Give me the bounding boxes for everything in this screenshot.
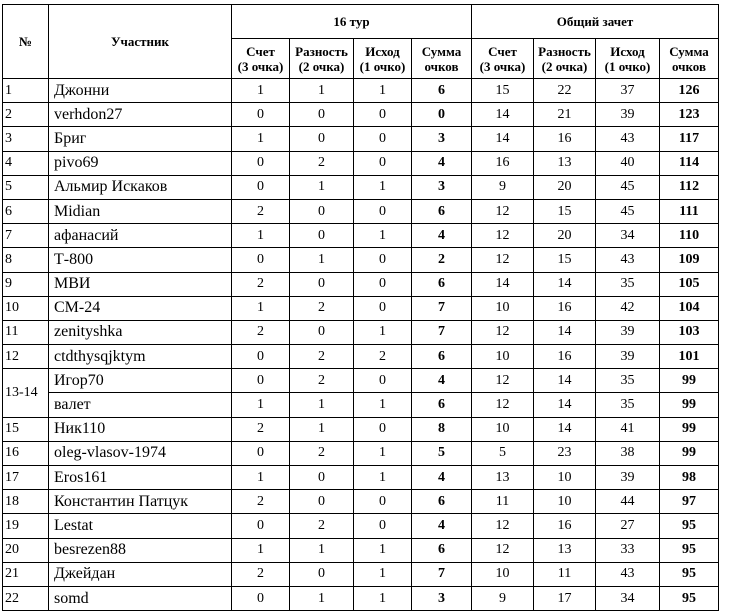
overall-value-cell: 16 [534,127,596,151]
overall-value-cell: 40 [596,151,660,175]
overall-value-cell: 12 [472,224,534,248]
participant-name: Т-800 [49,248,232,272]
round-sum-cell: 6 [412,199,472,223]
overall-value-cell: 12 [472,248,534,272]
overall-value-cell: 14 [472,127,534,151]
overall-value-cell: 45 [596,199,660,223]
header-round-col-1 [290,39,354,79]
overall-value-cell: 20 [534,175,596,199]
overall-sum-cell: 109 [660,248,719,272]
round-value-cell: 1 [232,538,290,562]
overall-value-cell: 14 [534,417,596,441]
participant-name: Джейдан [49,562,232,586]
round-value-cell: 0 [290,320,354,344]
table-row [3,103,719,127]
overall-sum-cell: 101 [660,345,719,369]
table-row [3,272,719,296]
rank-cell: 7 [3,224,49,248]
overall-value-cell: 15 [534,248,596,272]
header-overall-col-2 [596,39,660,79]
overall-value-cell: 34 [596,586,660,610]
rank-cell: 9 [3,272,49,296]
overall-sum-cell: 95 [660,538,719,562]
table-row [3,345,719,369]
overall-value-cell: 43 [596,562,660,586]
rank-cell: 12 [3,345,49,369]
round-value-cell: 1 [290,175,354,199]
table-row [3,393,719,417]
overall-sum-cell: 103 [660,320,719,344]
header-round-col-2-line: Исход [365,43,400,59]
round-value-cell: 1 [232,466,290,490]
participant-name: Midian [49,199,232,223]
overall-sum-cell: 95 [660,562,719,586]
round-sum-cell: 0 [412,103,472,127]
header-round-col-3 [412,39,472,79]
overall-sum-cell: 110 [660,224,719,248]
table-row [3,224,719,248]
header-round-col-2-line: (1 очко) [359,58,406,74]
participant-name: МВИ [49,272,232,296]
table-row [3,79,719,103]
rank-cell: 6 [3,199,49,223]
overall-value-cell: 10 [472,417,534,441]
overall-value-cell: 21 [534,103,596,127]
round-sum-cell: 4 [412,514,472,538]
overall-sum-cell: 99 [660,441,719,465]
round-value-cell: 0 [290,490,354,514]
round-value-cell: 2 [232,272,290,296]
header-overall-col-1-line: Разность [538,43,591,59]
overall-value-cell: 39 [596,320,660,344]
header-overall-col-1-line: (2 очка) [541,58,588,74]
overall-sum-cell: 126 [660,79,719,103]
table-row [3,586,719,610]
overall-value-cell: 12 [472,393,534,417]
round-sum-cell: 6 [412,393,472,417]
table-row [3,369,719,393]
round-value-cell: 1 [354,79,412,103]
overall-sum-cell: 104 [660,296,719,320]
participant-name: ctdthysqjktym [49,345,232,369]
round-value-cell: 0 [232,175,290,199]
participant-name: СМ-24 [49,296,232,320]
table-row [3,466,719,490]
round-value-cell: 1 [290,538,354,562]
table-row [3,175,719,199]
overall-sum-cell: 95 [660,514,719,538]
participant-name: Lestat [49,514,232,538]
overall-value-cell: 5 [472,441,534,465]
round-value-cell: 0 [354,296,412,320]
rank-cell: 20 [3,538,49,562]
overall-sum-cell: 111 [660,199,719,223]
round-value-cell: 1 [290,417,354,441]
round-value-cell: 0 [290,466,354,490]
overall-value-cell: 10 [534,466,596,490]
participant-name: Константин Патцук [49,490,232,514]
round-value-cell: 0 [354,151,412,175]
round-value-cell: 1 [290,79,354,103]
header-round-col-2 [354,39,412,79]
round-sum-cell: 3 [412,127,472,151]
round-value-cell: 0 [232,586,290,610]
round-value-cell: 1 [232,296,290,320]
round-sum-cell: 6 [412,79,472,103]
round-value-cell: 1 [354,586,412,610]
round-sum-cell: 6 [412,490,472,514]
overall-value-cell: 10 [534,490,596,514]
overall-value-cell: 11 [534,562,596,586]
round-value-cell: 1 [354,441,412,465]
round-value-cell: 0 [290,562,354,586]
rank-cell: 11 [3,320,49,344]
round-value-cell: 0 [354,103,412,127]
round-value-cell: 1 [290,248,354,272]
header-overall-col-3-line: очков [671,58,706,74]
participant-name: verhdon27 [49,103,232,127]
header-round: 16 тур [232,5,472,39]
round-value-cell: 1 [354,224,412,248]
round-sum-cell: 3 [412,586,472,610]
participant-name: Альмир Искаков [49,175,232,199]
overall-value-cell: 14 [534,272,596,296]
round-sum-cell: 3 [412,175,472,199]
rank-cell: 16 [3,441,49,465]
round-value-cell: 1 [232,224,290,248]
round-value-cell: 2 [290,441,354,465]
table-row [3,441,719,465]
rank-cell: 13-14 [3,369,49,417]
round-value-cell: 2 [290,345,354,369]
header-overall-col-0-line: Счет [488,43,517,59]
header-row-1 [3,5,719,39]
participant-name: Бриг [49,127,232,151]
overall-value-cell: 43 [596,127,660,151]
standings-table [2,4,719,611]
overall-value-cell: 13 [534,538,596,562]
round-value-cell: 1 [232,127,290,151]
table-row [3,514,719,538]
header-round-col-3-line: очков [424,58,459,74]
round-sum-cell: 4 [412,151,472,175]
round-value-cell: 0 [290,224,354,248]
overall-value-cell: 45 [596,175,660,199]
round-value-cell: 0 [290,127,354,151]
overall-value-cell: 15 [472,79,534,103]
overall-value-cell: 12 [472,514,534,538]
overall-value-cell: 14 [534,393,596,417]
round-value-cell: 2 [232,417,290,441]
rank-cell: 8 [3,248,49,272]
overall-value-cell: 22 [534,79,596,103]
round-value-cell: 0 [232,248,290,272]
header-overall: Общий зачет [472,5,719,39]
participant-name: Ник110 [49,417,232,441]
rank-cell: 17 [3,466,49,490]
round-value-cell: 2 [232,199,290,223]
round-sum-cell: 4 [412,369,472,393]
round-value-cell: 0 [232,369,290,393]
overall-value-cell: 44 [596,490,660,514]
overall-value-cell: 42 [596,296,660,320]
rank-cell: 2 [3,103,49,127]
round-sum-cell: 8 [412,417,472,441]
round-value-cell: 0 [290,199,354,223]
table-row [3,296,719,320]
overall-value-cell: 15 [534,199,596,223]
overall-value-cell: 35 [596,393,660,417]
table-row [3,320,719,344]
round-value-cell: 2 [232,490,290,514]
round-value-cell: 0 [290,103,354,127]
round-value-cell: 0 [232,514,290,538]
header-participant: Участник [49,5,232,79]
round-value-cell: 0 [354,514,412,538]
round-sum-cell: 7 [412,562,472,586]
round-sum-cell: 7 [412,320,472,344]
header-round-col-0 [232,39,290,79]
round-sum-cell: 5 [412,441,472,465]
overall-value-cell: 13 [472,466,534,490]
standings-body [3,79,719,611]
round-sum-cell: 2 [412,248,472,272]
round-value-cell: 1 [232,79,290,103]
overall-value-cell: 10 [472,345,534,369]
table-row [3,562,719,586]
participant-name: афанасий [49,224,232,248]
participant-name: валет [49,393,232,417]
round-value-cell: 1 [290,393,354,417]
overall-value-cell: 11 [472,490,534,514]
rank-cell: 4 [3,151,49,175]
table-row [3,490,719,514]
overall-sum-cell: 99 [660,393,719,417]
header-overall-col-3-line: Сумма [669,43,709,59]
participant-name: pivo69 [49,151,232,175]
overall-value-cell: 35 [596,272,660,296]
overall-value-cell: 16 [534,296,596,320]
table-row [3,538,719,562]
participant-name: Джонни [49,79,232,103]
participant-name: Игор70 [49,369,232,393]
round-value-cell: 2 [290,296,354,320]
round-value-cell: 0 [354,248,412,272]
rank-cell: 19 [3,514,49,538]
participant-name: besrezen88 [49,538,232,562]
overall-value-cell: 9 [472,586,534,610]
table-row [3,151,719,175]
round-value-cell: 2 [290,151,354,175]
overall-value-cell: 13 [534,151,596,175]
rank-cell: 1 [3,79,49,103]
header-round-col-1-line: (2 очка) [298,58,345,74]
header-round-col-0-line: Счет [246,43,275,59]
round-value-cell: 0 [354,199,412,223]
round-value-cell: 0 [354,369,412,393]
round-value-cell: 0 [354,127,412,151]
round-value-cell: 2 [354,345,412,369]
round-value-cell: 0 [290,272,354,296]
header-overall-col-3 [660,39,719,79]
overall-sum-cell: 97 [660,490,719,514]
round-value-cell: 2 [232,320,290,344]
overall-value-cell: 27 [596,514,660,538]
rank-cell: 15 [3,417,49,441]
overall-value-cell: 14 [472,272,534,296]
header-round-col-3-line: Сумма [421,43,462,59]
round-sum-cell: 6 [412,538,472,562]
overall-value-cell: 41 [596,417,660,441]
round-value-cell: 1 [354,320,412,344]
round-value-cell: 1 [232,393,290,417]
round-value-cell: 1 [290,586,354,610]
round-value-cell: 0 [232,151,290,175]
overall-sum-cell: 99 [660,417,719,441]
participant-name: Eros161 [49,466,232,490]
table-row [3,417,719,441]
overall-value-cell: 14 [472,103,534,127]
round-value-cell: 1 [354,175,412,199]
round-value-cell: 1 [354,466,412,490]
round-value-cell: 0 [232,345,290,369]
rank-cell: 18 [3,490,49,514]
round-value-cell: 1 [354,393,412,417]
rank-cell: 10 [3,296,49,320]
round-value-cell: 2 [290,514,354,538]
overall-sum-cell: 117 [660,127,719,151]
table-row [3,248,719,272]
header-overall-col-0 [472,39,534,79]
rank-cell: 3 [3,127,49,151]
header-num: № [3,5,49,79]
overall-value-cell: 12 [472,369,534,393]
overall-value-cell: 37 [596,79,660,103]
participant-name: somd [49,586,232,610]
round-value-cell: 0 [354,417,412,441]
overall-sum-cell: 123 [660,103,719,127]
overall-value-cell: 10 [472,562,534,586]
participant-name: zenityshka [49,320,232,344]
round-value-cell: 2 [232,562,290,586]
header-round-col-0-line: (3 очка) [237,58,284,74]
overall-value-cell: 16 [534,514,596,538]
overall-sum-cell: 112 [660,175,719,199]
round-sum-cell: 6 [412,345,472,369]
rank-cell: 22 [3,586,49,610]
round-value-cell: 0 [354,490,412,514]
round-value-cell: 1 [354,538,412,562]
round-value-cell: 1 [354,562,412,586]
header-overall-col-2-line: Исход [610,43,645,59]
overall-sum-cell: 105 [660,272,719,296]
header-overall-col-0-line: (3 очка) [479,58,526,74]
round-value-cell: 0 [354,272,412,296]
overall-value-cell: 14 [534,369,596,393]
overall-value-cell: 12 [472,538,534,562]
round-sum-cell: 4 [412,224,472,248]
round-value-cell: 0 [232,103,290,127]
participant-name: oleg-vlasov-1974 [49,441,232,465]
overall-sum-cell: 95 [660,586,719,610]
header-round-col-1-line: Разность [295,43,348,59]
overall-value-cell: 16 [534,345,596,369]
overall-value-cell: 16 [472,151,534,175]
header-overall-col-1 [534,39,596,79]
round-value-cell: 0 [232,441,290,465]
overall-sum-cell: 99 [660,369,719,393]
overall-sum-cell: 114 [660,151,719,175]
overall-value-cell: 12 [472,320,534,344]
overall-sum-cell: 98 [660,466,719,490]
table-row [3,127,719,151]
round-sum-cell: 6 [412,272,472,296]
overall-value-cell: 38 [596,441,660,465]
rank-cell: 21 [3,562,49,586]
table-row [3,199,719,223]
overall-value-cell: 35 [596,369,660,393]
overall-value-cell: 10 [472,296,534,320]
overall-value-cell: 9 [472,175,534,199]
overall-value-cell: 23 [534,441,596,465]
header-overall-col-2-line: (1 очко) [604,58,651,74]
overall-value-cell: 14 [534,320,596,344]
overall-value-cell: 17 [534,586,596,610]
round-sum-cell: 4 [412,466,472,490]
overall-value-cell: 34 [596,224,660,248]
round-sum-cell: 7 [412,296,472,320]
overall-value-cell: 39 [596,466,660,490]
overall-value-cell: 20 [534,224,596,248]
overall-value-cell: 33 [596,538,660,562]
rank-cell: 5 [3,175,49,199]
round-value-cell: 2 [290,369,354,393]
overall-value-cell: 39 [596,345,660,369]
overall-value-cell: 43 [596,248,660,272]
overall-value-cell: 12 [472,199,534,223]
overall-value-cell: 39 [596,103,660,127]
